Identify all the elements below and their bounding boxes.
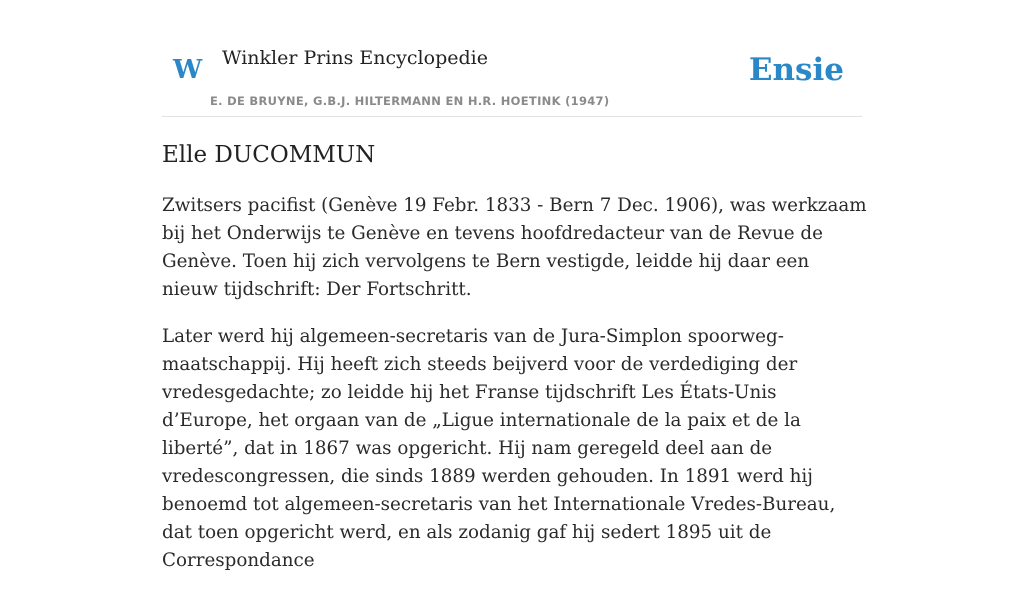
source-work-title[interactable]: Winkler Prins Encyclopedie: [222, 47, 488, 69]
site-header: [162, 0, 862, 117]
entry-title: Elle DUCOMMUN: [162, 142, 376, 168]
source-authors: E. DE BRUYNE, G.B.J. HILTERMANN EN H.R. HOETINK (1947): [210, 94, 610, 108]
entry-body: [162, 192, 867, 594]
entry-paragraph: Zwitsers pacifist (Genève 19 Febr. 1833 - Bern 7 Dec. 1906), was werkzaam bij het Onderwijs te Genève en tevens hoofdredacteur van de Revue de Genève. Toen hij zich vervolgens te Bern vestigde, leidde hij daar een nieuw tijdschrift: Der Fortschritt.: [162, 195, 867, 300]
entry-paragraph: Later werd hij algemeen-secretaris van de Jura-Simplon spoorweg-maatschappij. Hij heeft zich steeds beijverd voor de verdediging der vredesgedachte; zo leidde hij het Franse tijdschrift Les États-Unis d’Europe, het orgaan van de „Ligue internationale de la paix et de la liberté”, dat in 1867 was opgericht. Hij nam geregeld deel aan de vredescongressen, die sinds 1889 werden gehouden. In 1891 werd hij benoemd tot algemeen-secretaris van het Internationale Vredes-Bureau, dat toen opgericht werd, en als zodanig gaf hij sedert 1895 uit de Correspondance: [162, 326, 836, 571]
encyclopedia-logo-icon[interactable]: W: [173, 55, 203, 85]
ensie-logo[interactable]: Ensie: [748, 52, 844, 88]
